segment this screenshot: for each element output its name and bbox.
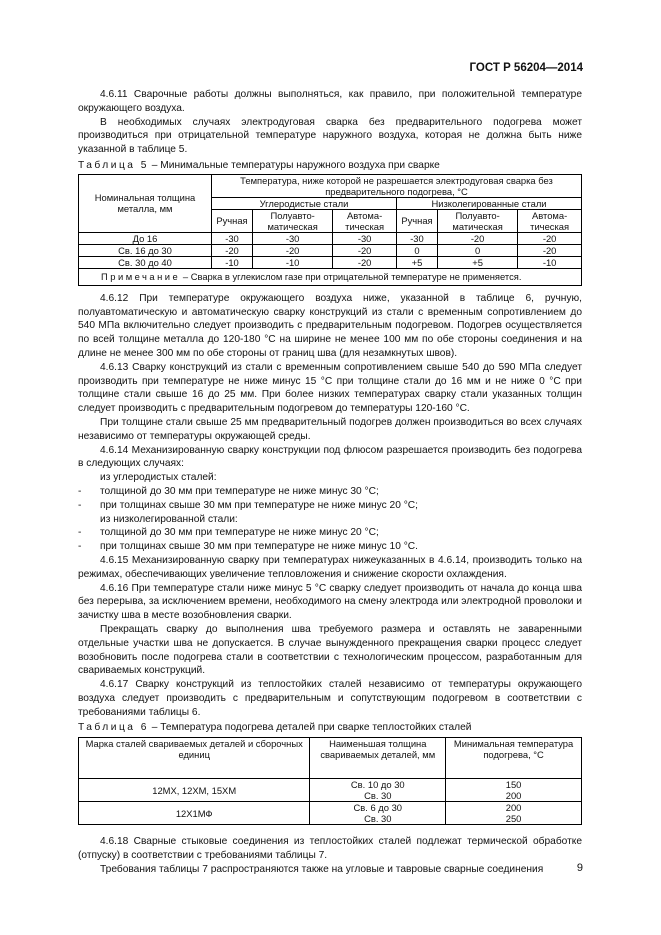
table6-caption: Таблица 6 – Температура подогрева деталей при сварке теплостойких сталей	[78, 722, 472, 734]
table-row	[79, 779, 582, 802]
paragraph: 4.6.15 Механизированную сварку при температурах нижеуказанных в 4.6.14, производить только на режимах, обеспечивающих увеличение тепловложения и снижение скорости охлаждения.	[78, 554, 582, 580]
table-cell: -20	[518, 244, 582, 256]
table-header: Марка сталей свариваемых деталей и сборочных единиц	[79, 738, 310, 779]
table-header: Номинальная толщина металла, мм	[79, 174, 212, 232]
list-item: - при толщинах свыше 30 мм при температуре не ниже минус 20 °С;	[78, 499, 418, 511]
table-header: Углеродистые стали	[212, 197, 397, 209]
table-cell: -20	[518, 232, 582, 244]
table-header: Автома-тическая	[333, 209, 397, 232]
table-cell: -10	[212, 256, 253, 268]
paragraph: Прекращать сварку до выполнения шва требуемого размера и оставлять не заваренными отдельные участки шва не допускается. В случае вынужденного прекращения сварки процесс следует возобновить после подогрева стали в соответствии с технологическим процессом, разработанным для свариваемых конструкций.	[78, 623, 582, 677]
table-row	[79, 802, 582, 825]
table-header: Автома-тическая	[518, 209, 582, 232]
table-cell: 0	[396, 244, 437, 256]
table-cell: -20	[333, 244, 397, 256]
list-item: - толщиной до 30 мм при температуре не ниже минус 30 °С;	[78, 485, 379, 497]
paragraph: 4.6.17 Сварку конструкций из теплостойких сталей независимо от температуры окружающего воздуха следует производить с предварительным и сопутствующим подогревом в соответствии с требованиями таблицы 6.	[78, 679, 582, 718]
table5	[78, 174, 582, 286]
table-cell: +5	[437, 256, 517, 268]
table-cell: -20	[212, 244, 253, 256]
table-cell: -10	[253, 256, 333, 268]
list-heading: из углеродистых сталей:	[100, 472, 217, 484]
standard-header: ГОСТ Р 56204—2014	[469, 62, 583, 74]
table-row	[79, 232, 582, 244]
table-header: Температура, ниже которой не разрешается электродуговая сварка без предварительного подогрева, °С	[212, 174, 582, 197]
table-header: Полуавто-матическая	[437, 209, 517, 232]
table-cell: 0	[437, 244, 517, 256]
table-cell: Св. 6 до 30 Св. 30	[310, 802, 446, 825]
table-header: Ручная	[396, 209, 437, 232]
page-number: 9	[576, 862, 583, 874]
table-header: Минимальная температура подогрева, °С	[446, 738, 582, 779]
paragraph: 4.6.18 Сварные стыковые соединения из теплостойких сталей подлежат термической обработке (отпуску) в соответствии с требованиями таблицы 7.	[78, 836, 582, 862]
document-body	[78, 88, 582, 877]
paragraph: В необходимых случаях электродуговая сварка без предварительного подогрева может производиться при отрицательной температуре наружного воздуха, которая не должна быть ниже указанной в таблице 5.	[78, 116, 582, 156]
list-item: - при толщинах свыше 30 мм при температуре не ниже минус 10 °С.	[78, 541, 418, 553]
table-cell: 12Х1МФ	[79, 802, 310, 825]
table-note: Примечание – Сварка в углекислом газе при отрицательной температуре не применяется.	[79, 268, 582, 285]
table-cell: -30	[333, 232, 397, 244]
paragraph: 4.6.14 Механизированную сварку конструкции под флюсом разрешается производить без подогрева в следующих случаях:	[78, 444, 582, 470]
table-cell: 12МХ, 12ХМ, 15ХМ	[79, 779, 310, 802]
table-cell: -30	[253, 232, 333, 244]
table-header: Наименьшая толщина свариваемых деталей, мм	[310, 738, 446, 779]
table6	[78, 737, 582, 825]
table-cell: До 16	[79, 232, 212, 244]
table-row	[79, 256, 582, 268]
list-heading: из низколегированной стали:	[100, 513, 238, 525]
table-cell: -10	[518, 256, 582, 268]
paragraph: При толщине стали свыше 25 мм предварительный подогрев должен производиться во всех случаях независимо от температуры окружающей среды.	[78, 416, 582, 442]
table5-caption: Таблица 5 – Минимальные температуры наружного воздуха при сварке	[78, 159, 440, 171]
table-cell: -20	[437, 232, 517, 244]
table-cell: -30	[212, 232, 253, 244]
paragraph: 4.6.16 При температуре стали ниже минус 5 °С сварку следует производить от начала до конца шва без перерыва, за исключением времени, необходимого на смену электрода или электродной проволоки и зачистку шва в месте возобновления сварки.	[78, 582, 582, 622]
table-cell: 150 200	[446, 779, 582, 802]
table-cell: -20	[333, 256, 397, 268]
paragraph: 4.6.11 Сварочные работы должны выполняться, как правило, при положительной температуре окружающего воздуха.	[78, 89, 582, 114]
table-header: Низколегированные стали	[396, 197, 581, 209]
table-cell: Св. 16 до 30	[79, 244, 212, 256]
table-header: Ручная	[212, 209, 253, 232]
table-cell: Св. 30 до 40	[79, 256, 212, 268]
table-cell: -20	[253, 244, 333, 256]
table-row	[79, 244, 582, 256]
table-header: Полуавто-матическая	[253, 209, 333, 232]
paragraph: Требования таблицы 7 распространяются также на угловые и тавровые сварные соединения	[100, 863, 544, 875]
table-cell: +5	[396, 256, 437, 268]
paragraph: 4.6.12 При температуре окружающего воздуха ниже, указанной в таблице 6, ручную, полуавтоматическую и автоматическую сварку конструкций из стали с временным сопротивлением до 540 МПа включительно следует производить с предварительным подогревом. Подогрев осуществляется по всей толщине металла до 120-180 °С на ширине не менее 100 мм по обе стороны соединения и на длине не менее 300 мм по обе стороны от границ шва (для незамкнутых швов).	[78, 292, 582, 359]
table-cell: Св. 10 до 30 Св. 30	[310, 779, 446, 802]
table-cell: -30	[396, 232, 437, 244]
table-cell: 200 250	[446, 802, 582, 825]
paragraph: 4.6.13 Сварку конструкций из стали с временным сопротивлением свыше 540 до 590 МПа следует производить при температуре не ниже минус 15 °С при толщине стали до 16 мм и не ниже 0 °С при толщине стали свыше 16 до 25 мм. При более низких температурах сварку стали указанных толщин следует производить с предварительным подогревом до температуры 120-160 °С.	[78, 361, 582, 415]
list-item: - толщиной до 30 мм при температуре не ниже минус 20 °С;	[78, 527, 379, 539]
